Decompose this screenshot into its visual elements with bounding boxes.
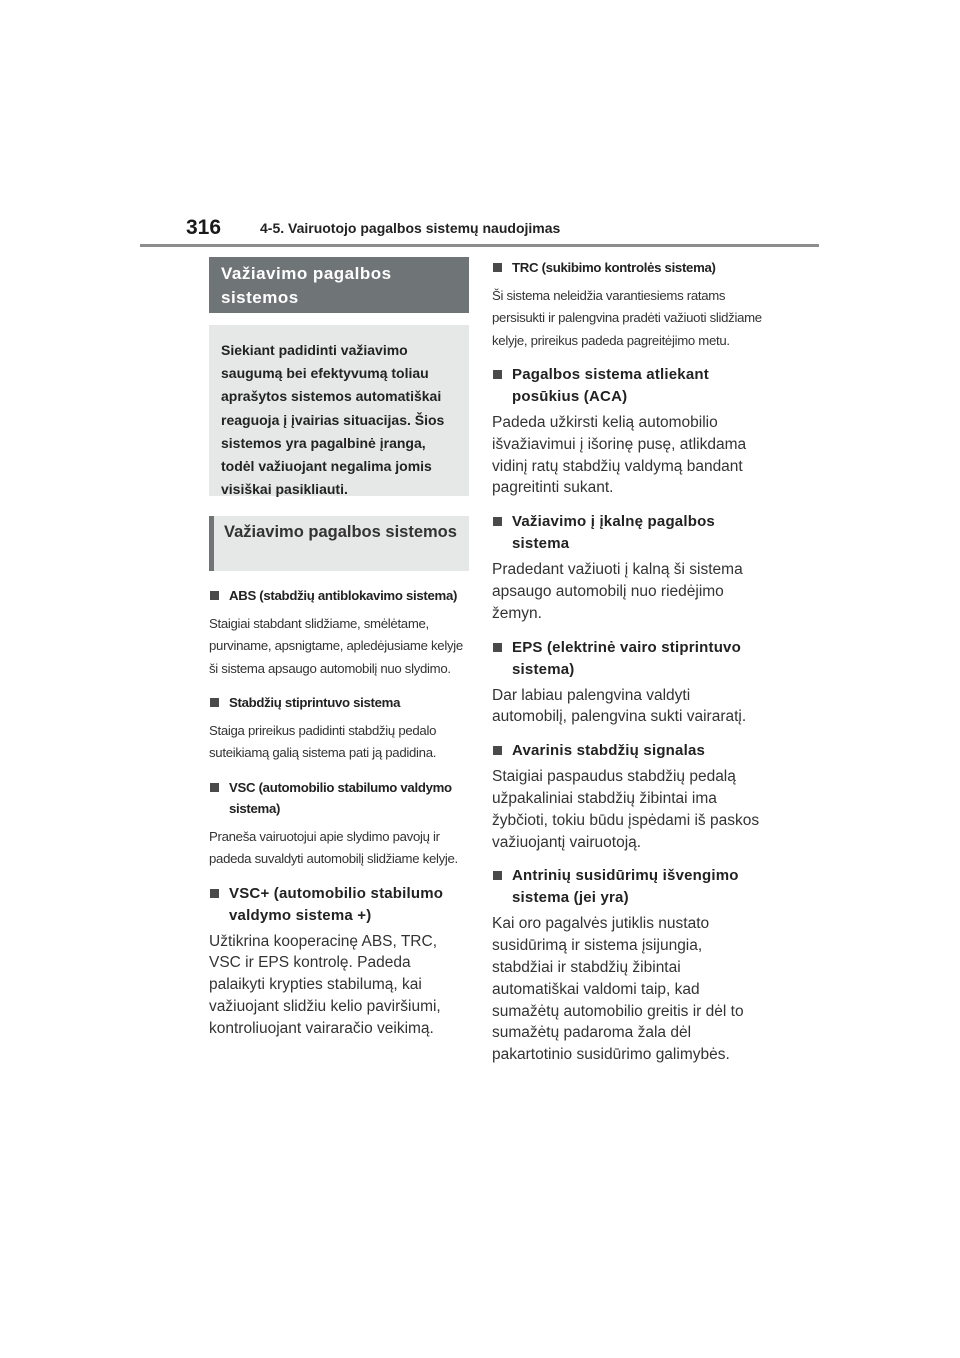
item-abs [209, 585, 469, 680]
item-heading: Važiavimo į įkalnę pagalbos sistema [512, 513, 715, 553]
item-body: Praneša vairuotojui apie slydimo pavojų ir padeda suvaldyti automobilį slidžiame kelyje. [209, 828, 458, 866]
square-bullet-icon [209, 777, 229, 820]
item-heading: TRC (sukibimo kontrolės sistema) [512, 260, 716, 275]
item-vsc-plus [209, 883, 469, 1040]
square-bullet-icon [209, 585, 229, 607]
item-emergency-brake-signal [492, 740, 762, 853]
item-heading: ABS (stabdžių antiblokavimo sistema) [229, 588, 458, 603]
item-eps [492, 637, 762, 729]
item-heading: VSC (automobilio stabilumo valdymo sistema) [229, 779, 452, 816]
intro-box: Siekiant padidinti važiavimo saugumą bei efektyvumą toliau aprašytos sistemos automatiškai reaguoja į įvairias situacijas. Šios sistemos yra pagalbinė įranga, todėl važiuojant negalima jomis visiškai pasikliauti. [209, 325, 469, 496]
square-bullet-icon [492, 865, 512, 909]
item-heading: Pagalbos sistema atliekant posūkius (ACA) [512, 366, 709, 405]
item-body: Užtikrina kooperacinę ABS, TRC, VSC ir EPS kontrolę. Padeda palaikyti krypties stabilumą, kai važiuojant slidžiu kelio paviršiumi, kontroliuojant vairaračio veikimą. [209, 932, 441, 1037]
right-column [492, 257, 762, 1066]
section-title: 4-5. Vairuotojo pagalbos sistemų naudojimas [260, 220, 561, 236]
item-heading: VSC+ (automobilio stabilumo valdymo sistema +) [229, 884, 444, 924]
item-body: Staiga prireikus padidinti stabdžių pedalo suteikiamą galią sistema pati ją padidina. [209, 722, 437, 760]
page-number: 316 [186, 216, 222, 239]
item-aca [492, 364, 762, 499]
item-body: Kai oro pagalvės jutiklis nustato susidūrimą ir sistema įsijungia, stabdžiai ir stabdžių žibintai automatiškai valdomi taip, kad sumažėtų automobilio greitis ir dėl to sumažėtų padaroma žala dėl pakartotinio susidūrimo galimybės. [492, 915, 744, 1064]
systems-title-box: Važiavimo pagalbos sistemos [209, 257, 469, 313]
item-heading: Antrinių susidūrimų išvengimo sistema (jei yra) [512, 867, 739, 907]
item-heading: EPS (elektrinė vairo stiprintuvo sistema) [512, 638, 741, 678]
systems-subheading-box: Važiavimo pagalbos sistemos [209, 516, 469, 571]
square-bullet-icon [209, 883, 229, 927]
square-bullet-icon [209, 692, 229, 714]
item-body: Staigiai paspaudus stabdžių pedalą užpakaliniai stabdžių žibintai ima žybčioti, tokiu būdu įspėdami iš paskos važiuojantį vairuotoją. [492, 768, 760, 851]
item-trc [492, 257, 762, 352]
square-bullet-icon [492, 257, 512, 279]
item-heading: Stabdžių stiprintuvo sistema [229, 695, 401, 710]
header-rule [140, 244, 819, 247]
square-bullet-icon [492, 511, 512, 555]
item-body: Ši sistema neleidžia varantiesiems ratams persisukti ir palengvina pradėti važiuoti slidžiame kelyje, prireikus padeda pagreitėjimo metu. [492, 287, 762, 348]
item-heading: Avarinis stabdžių signalas [512, 742, 706, 760]
item-body: Padeda užkirsti kelią automobilio išvažiavimui į išorinę pusę, atlikdama vidinį ratų stabdžių valdymą bandant pagreitinti sukant. [492, 414, 747, 497]
square-bullet-icon [492, 637, 512, 681]
square-bullet-icon [492, 364, 512, 408]
item-brake-assist [209, 692, 469, 765]
item-vsc [209, 777, 469, 871]
item-hill-start [492, 511, 762, 624]
item-body: Pradedant važiuoti į kalną ši sistema apsaugo automobilį nuo riedėjimo žemyn. [492, 561, 743, 622]
item-secondary-collision [492, 865, 762, 1066]
left-column [209, 257, 469, 1039]
square-bullet-icon [492, 740, 512, 762]
item-body: Staigiai stabdant slidžiame, smėlėtame, purviname, apsnigtame, apledėjusiame kelyje ši sistema apsaugo automobilį nuo slydimo. [209, 615, 463, 676]
item-body: Dar labiau palengvina valdyti automobilį, palengvina sukti vairaratį. [492, 686, 747, 726]
